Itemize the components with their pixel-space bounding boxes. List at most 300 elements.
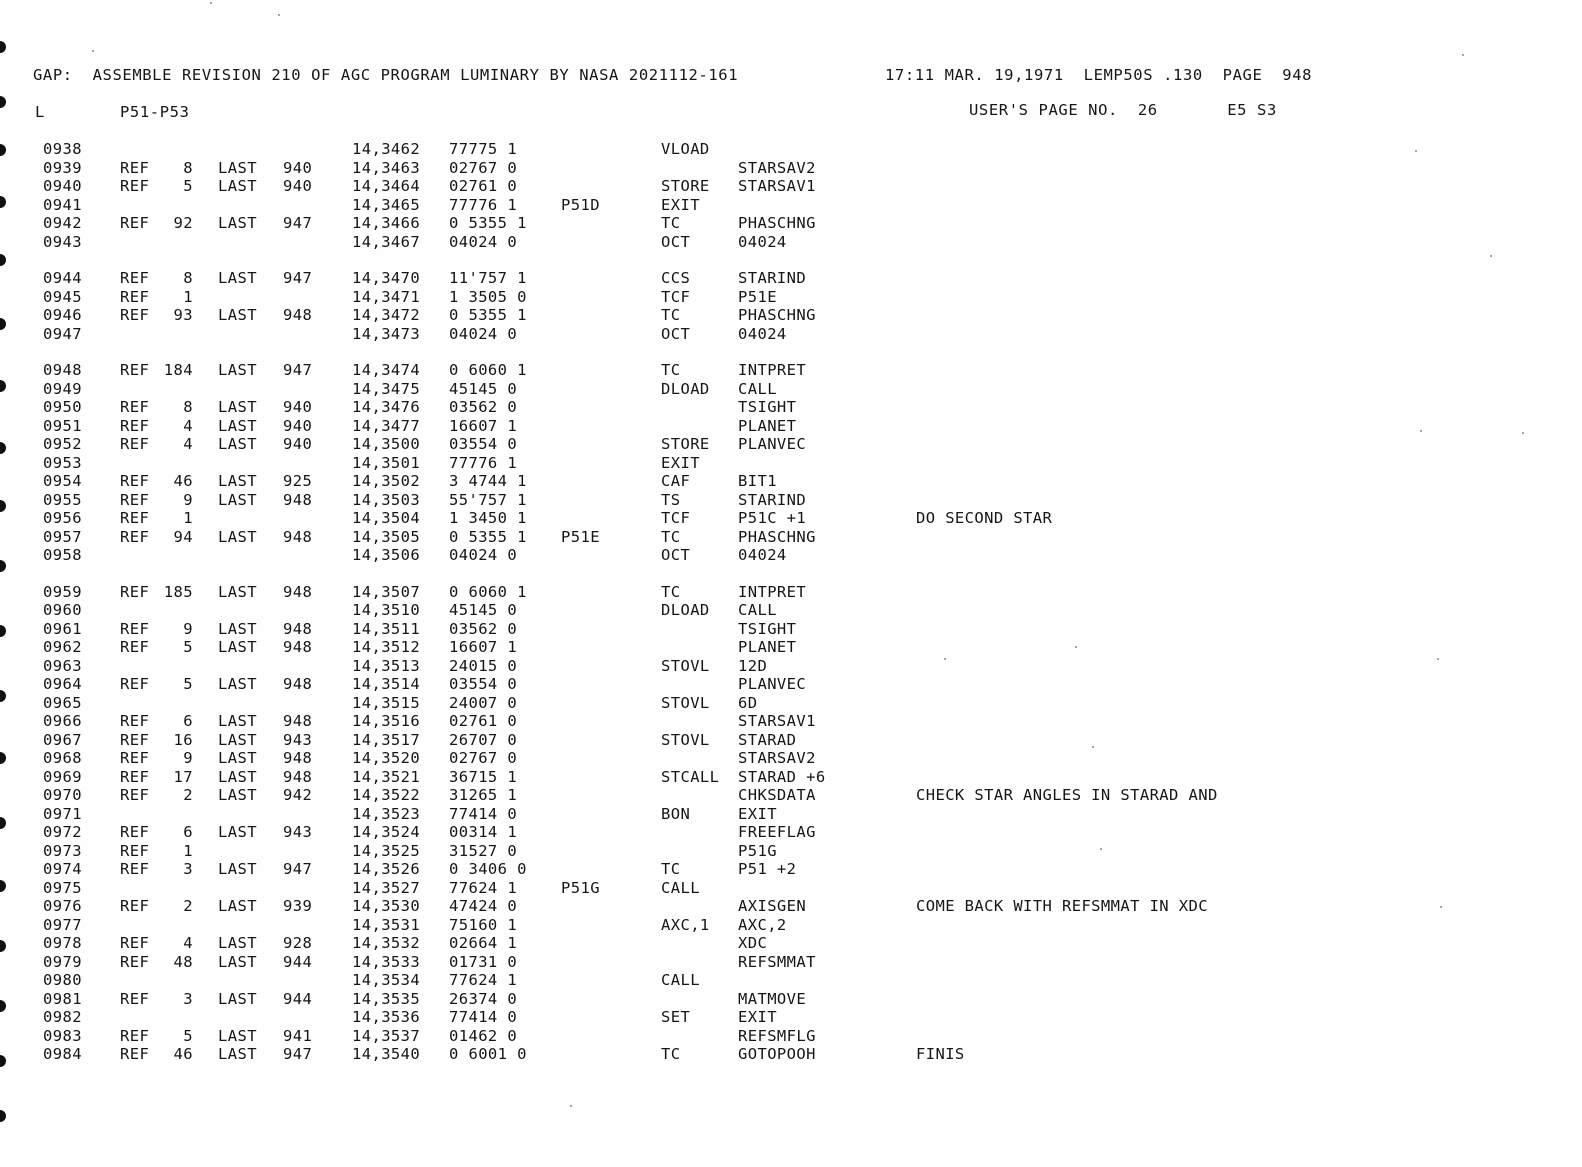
line-number: 0945: [43, 287, 82, 306]
last-keyword: LAST: [218, 435, 257, 453]
octal-code: 16607 1: [449, 638, 518, 656]
ref-count: 17: [173, 767, 193, 786]
octal-code: 04024 0: [449, 546, 518, 564]
listing-row: [0, 196, 1582, 214]
listing-row: [0, 140, 1582, 158]
listing-flag: L: [35, 103, 45, 121]
ref-keyword: REF: [120, 823, 150, 841]
listing-row: [0, 398, 1582, 416]
opcode: EXIT: [661, 453, 700, 472]
line-number: 0959: [43, 582, 82, 601]
last-keyword: LAST: [218, 619, 257, 638]
memory-address: 14,3513: [352, 656, 421, 675]
memory-address: 14,3512: [352, 638, 421, 656]
source-label: P51D: [561, 195, 600, 214]
operand: CALL: [738, 379, 777, 398]
listing-row: [0, 325, 1582, 343]
operand: AXISGEN: [738, 897, 807, 915]
ref-keyword: REF: [120, 361, 150, 379]
comment: COME BACK WITH REFSMMAT IN XDC: [916, 897, 1208, 915]
last-keyword: LAST: [218, 989, 257, 1008]
listing-row: [0, 417, 1582, 435]
memory-address: 14,3466: [352, 214, 421, 232]
operand: P51C +1: [738, 509, 807, 527]
ref-keyword: REF: [120, 509, 150, 527]
octal-code: 03554 0: [449, 675, 518, 693]
opcode: CAF: [661, 472, 691, 490]
line-number: 0948: [43, 361, 82, 379]
octal-code: 75160 1: [449, 915, 518, 934]
listing-row: [0, 786, 1582, 804]
ref-count: 185: [163, 582, 193, 601]
listing-row: [0, 694, 1582, 712]
last-keyword: LAST: [218, 749, 257, 767]
memory-address: 14,3511: [352, 619, 421, 638]
octal-code: 03562 0: [449, 398, 518, 416]
operand: FREEFLAG: [738, 823, 816, 841]
memory-address: 14,3514: [352, 675, 421, 693]
last-keyword: LAST: [218, 361, 257, 379]
memory-address: 14,3470: [352, 269, 421, 287]
last-keyword: LAST: [218, 675, 257, 693]
listing-row: [0, 657, 1582, 675]
ref-count: 9: [183, 749, 193, 767]
memory-address: 14,3500: [352, 435, 421, 453]
feed-hole: [0, 41, 6, 53]
last-keyword: LAST: [218, 1026, 257, 1045]
last-page: 948: [283, 582, 313, 601]
octal-code: 02767 0: [449, 749, 518, 767]
listing-row: [0, 1027, 1582, 1045]
opcode: STORE: [661, 177, 710, 195]
operand: P51E: [738, 287, 777, 306]
operand: INTPRET: [738, 582, 807, 601]
line-number: 0974: [43, 860, 82, 878]
line-number: 0958: [43, 546, 82, 564]
print-date-page: 17:11 MAR. 19,1971 LEMP50S .130 PAGE 948: [885, 66, 1313, 84]
last-keyword: LAST: [218, 1045, 257, 1063]
listing-row: [0, 472, 1582, 490]
memory-address: 14,3465: [352, 195, 421, 214]
ref-count: 1: [183, 509, 193, 527]
last-page: 941: [283, 1026, 313, 1045]
last-keyword: LAST: [218, 897, 257, 915]
octal-code: 0 6001 0: [449, 1045, 527, 1063]
listing-row: [0, 749, 1582, 767]
section-name: P51-P53: [120, 103, 190, 121]
line-number: 0968: [43, 749, 82, 767]
listing-row: [0, 454, 1582, 472]
ref-count: 46: [173, 472, 193, 490]
listing-row: [0, 934, 1582, 952]
listing-row: [0, 842, 1582, 860]
scan-speck: [210, 2, 212, 4]
line-number: 0946: [43, 306, 82, 324]
memory-address: 14,3516: [352, 712, 421, 730]
comment: DO SECOND STAR: [916, 509, 1053, 527]
last-keyword: LAST: [218, 934, 257, 952]
ref-count: 8: [183, 158, 193, 177]
line-number: 0969: [43, 767, 82, 786]
ref-count: 5: [183, 675, 193, 693]
listing-row: [0, 233, 1582, 251]
ref-keyword: REF: [120, 472, 150, 490]
last-page: 948: [283, 638, 313, 656]
ref-count: 5: [183, 638, 193, 656]
listing-row: [0, 288, 1582, 306]
memory-address: 14,3517: [352, 730, 421, 749]
memory-address: 14,3527: [352, 878, 421, 897]
listing-row: [0, 805, 1582, 823]
line-number: 0983: [43, 1026, 82, 1045]
line-number: 0951: [43, 416, 82, 435]
ref-keyword: REF: [120, 712, 150, 730]
user-page-number: USER'S PAGE NO. 26 E5 S3: [969, 101, 1277, 119]
line-number: 0960: [43, 601, 82, 619]
listing-row: [0, 177, 1582, 195]
opcode: STOVL: [661, 730, 710, 749]
ref-count: 3: [183, 860, 193, 878]
octal-code: 04024 0: [449, 324, 518, 343]
ref-count: 92: [173, 214, 193, 232]
octal-code: 11'757 1: [449, 269, 527, 287]
source-label: P51E: [561, 527, 600, 546]
last-keyword: LAST: [218, 177, 257, 195]
octal-code: 77624 1: [449, 878, 518, 897]
octal-code: 0 6060 1: [449, 582, 527, 601]
opcode: STCALL: [661, 767, 720, 786]
operand: PLANET: [738, 638, 797, 656]
opcode: OCT: [661, 546, 691, 564]
memory-address: 14,3536: [352, 1008, 421, 1026]
last-keyword: LAST: [218, 823, 257, 841]
line-number: 0978: [43, 934, 82, 952]
operand: REFSMFLG: [738, 1026, 816, 1045]
memory-address: 14,3532: [352, 934, 421, 952]
opcode: STORE: [661, 435, 710, 453]
ref-count: 93: [173, 306, 193, 324]
last-page: 944: [283, 952, 313, 971]
octal-code: 1 3505 0: [449, 287, 527, 306]
opcode: TC: [661, 214, 681, 232]
opcode: TCF: [661, 287, 691, 306]
memory-address: 14,3533: [352, 952, 421, 971]
line-number: 0947: [43, 324, 82, 343]
ref-keyword: REF: [120, 435, 150, 453]
operand: 12D: [738, 656, 768, 675]
opcode: SET: [661, 1008, 691, 1026]
octal-code: 45145 0: [449, 601, 518, 619]
last-page: 940: [283, 416, 313, 435]
memory-address: 14,3510: [352, 601, 421, 619]
last-keyword: LAST: [218, 952, 257, 971]
ref-count: 16: [173, 730, 193, 749]
octal-code: 01731 0: [449, 952, 518, 971]
memory-address: 14,3526: [352, 860, 421, 878]
line-number: 0979: [43, 952, 82, 971]
octal-code: 00314 1: [449, 823, 518, 841]
octal-code: 02767 0: [449, 158, 518, 177]
listing-row: [0, 269, 1582, 287]
line-number: 0939: [43, 158, 82, 177]
ref-count: 6: [183, 712, 193, 730]
octal-code: 0 6060 1: [449, 361, 527, 379]
last-page: 948: [283, 619, 313, 638]
memory-address: 14,3505: [352, 527, 421, 546]
opcode: EXIT: [661, 195, 700, 214]
octal-code: 04024 0: [449, 232, 518, 251]
last-page: 947: [283, 269, 313, 287]
last-page: 948: [283, 675, 313, 693]
last-keyword: LAST: [218, 472, 257, 490]
operand: BIT1: [738, 472, 777, 490]
scan-speck: [1462, 54, 1464, 56]
last-page: 947: [283, 1045, 313, 1063]
listing-row: [0, 916, 1582, 934]
line-number: 0954: [43, 472, 82, 490]
last-page: 947: [283, 361, 313, 379]
octal-code: 31527 0: [449, 841, 518, 860]
memory-address: 14,3501: [352, 453, 421, 472]
ref-count: 184: [163, 361, 193, 379]
line-number: 0956: [43, 509, 82, 527]
octal-code: 02664 1: [449, 934, 518, 952]
line-number: 0943: [43, 232, 82, 251]
ref-count: 8: [183, 398, 193, 416]
listing-row: [0, 860, 1582, 878]
operand: PLANVEC: [738, 675, 807, 693]
operand: STARSAV1: [738, 177, 816, 195]
operand: P51G: [738, 841, 777, 860]
ref-keyword: REF: [120, 786, 150, 804]
operand: REFSMMAT: [738, 952, 816, 971]
last-keyword: LAST: [218, 582, 257, 601]
ref-keyword: REF: [120, 934, 150, 952]
operand: P51 +2: [738, 860, 797, 878]
opcode: BON: [661, 804, 691, 823]
ref-keyword: REF: [120, 860, 150, 878]
octal-code: 26707 0: [449, 730, 518, 749]
last-keyword: LAST: [218, 767, 257, 786]
operand: STARAD +6: [738, 767, 826, 786]
ref-count: 5: [183, 177, 193, 195]
memory-address: 14,3523: [352, 804, 421, 823]
ref-keyword: REF: [120, 638, 150, 656]
ref-count: 8: [183, 269, 193, 287]
operand: 04024: [738, 232, 787, 251]
operand: CALL: [738, 601, 777, 619]
octal-code: 0 5355 1: [449, 306, 527, 324]
last-page: 948: [283, 306, 313, 324]
ref-keyword: REF: [120, 730, 150, 749]
listing-row: [0, 990, 1582, 1008]
operand: STARAD: [738, 730, 797, 749]
opcode: AXC,1: [661, 915, 710, 934]
memory-address: 14,3507: [352, 582, 421, 601]
memory-address: 14,3464: [352, 177, 421, 195]
octal-code: 77776 1: [449, 453, 518, 472]
line-number: 0950: [43, 398, 82, 416]
operand: PHASCHNG: [738, 214, 816, 232]
memory-address: 14,3521: [352, 767, 421, 786]
memory-address: 14,3475: [352, 379, 421, 398]
last-page: 940: [283, 177, 313, 195]
line-number: 0970: [43, 786, 82, 804]
octal-code: 36715 1: [449, 767, 518, 786]
ref-keyword: REF: [120, 582, 150, 601]
octal-code: 03562 0: [449, 619, 518, 638]
octal-code: 24007 0: [449, 693, 518, 712]
ref-keyword: REF: [120, 675, 150, 693]
ref-count: 4: [183, 934, 193, 952]
octal-code: 77775 1: [449, 140, 518, 158]
ref-keyword: REF: [120, 398, 150, 416]
opcode: TC: [661, 306, 681, 324]
last-keyword: LAST: [218, 490, 257, 509]
octal-code: 26374 0: [449, 989, 518, 1008]
listing-row: [0, 675, 1582, 693]
octal-code: 55'757 1: [449, 490, 527, 509]
listing-row: [0, 620, 1582, 638]
last-page: 925: [283, 472, 313, 490]
line-number: 0952: [43, 435, 82, 453]
listing-row: [0, 953, 1582, 971]
opcode: TC: [661, 582, 681, 601]
ref-keyword: REF: [120, 897, 150, 915]
listing-row: [0, 435, 1582, 453]
opcode: DLOAD: [661, 601, 710, 619]
ref-keyword: REF: [120, 952, 150, 971]
operand: 6D: [738, 693, 758, 712]
ref-count: 46: [173, 1045, 193, 1063]
operand: STARSAV2: [738, 749, 816, 767]
memory-address: 14,3472: [352, 306, 421, 324]
scan-speck: [278, 14, 280, 16]
listing-row: [0, 823, 1582, 841]
source-label: P51G: [561, 878, 600, 897]
memory-address: 14,3515: [352, 693, 421, 712]
memory-address: 14,3462: [352, 140, 421, 158]
operand: STARSAV2: [738, 158, 816, 177]
opcode: DLOAD: [661, 379, 710, 398]
ref-count: 3: [183, 989, 193, 1008]
last-page: 942: [283, 786, 313, 804]
last-keyword: LAST: [218, 786, 257, 804]
operand: INTPRET: [738, 361, 807, 379]
ref-keyword: REF: [120, 989, 150, 1008]
scan-speck: [570, 1105, 572, 1107]
memory-address: 14,3531: [352, 915, 421, 934]
listing-row: [0, 546, 1582, 564]
opcode: STOVL: [661, 693, 710, 712]
memory-address: 14,3467: [352, 232, 421, 251]
ref-count: 2: [183, 786, 193, 804]
feed-hole: [0, 1110, 6, 1122]
operand: MATMOVE: [738, 989, 807, 1008]
ref-keyword: REF: [120, 749, 150, 767]
ref-keyword: REF: [120, 490, 150, 509]
octal-code: 0 3406 0: [449, 860, 527, 878]
opcode: CCS: [661, 269, 691, 287]
line-number: 0984: [43, 1045, 82, 1063]
last-page: 940: [283, 158, 313, 177]
listing-row: [0, 528, 1582, 546]
line-number: 0942: [43, 214, 82, 232]
listing-row: [0, 361, 1582, 379]
line-number: 0967: [43, 730, 82, 749]
last-keyword: LAST: [218, 527, 257, 546]
listing-row: [0, 768, 1582, 786]
memory-address: 14,3463: [352, 158, 421, 177]
opcode: TS: [661, 490, 681, 509]
operand: PHASCHNG: [738, 306, 816, 324]
last-keyword: LAST: [218, 416, 257, 435]
memory-address: 14,3530: [352, 897, 421, 915]
listing-row: [0, 1008, 1582, 1026]
scan-speck: [92, 50, 94, 52]
line-number: 0938: [43, 140, 82, 158]
operand: 04024: [738, 324, 787, 343]
ref-count: 4: [183, 416, 193, 435]
last-page: 948: [283, 712, 313, 730]
listing-row: [0, 214, 1582, 232]
memory-address: 14,3534: [352, 971, 421, 989]
listing-row: [0, 601, 1582, 619]
operand: XDC: [738, 934, 768, 952]
last-keyword: LAST: [218, 306, 257, 324]
last-keyword: LAST: [218, 638, 257, 656]
ref-keyword: REF: [120, 306, 150, 324]
listing-row: [0, 159, 1582, 177]
memory-address: 14,3471: [352, 287, 421, 306]
opcode: TC: [661, 1045, 681, 1063]
octal-code: 77414 0: [449, 1008, 518, 1026]
memory-address: 14,3473: [352, 324, 421, 343]
operand: TSIGHT: [738, 398, 797, 416]
last-page: 948: [283, 527, 313, 546]
line-number: 0966: [43, 712, 82, 730]
opcode: TC: [661, 361, 681, 379]
operand: PLANVEC: [738, 435, 807, 453]
ref-keyword: REF: [120, 841, 150, 860]
octal-code: 77776 1: [449, 195, 518, 214]
last-keyword: LAST: [218, 398, 257, 416]
memory-address: 14,3535: [352, 989, 421, 1008]
line-number: 0981: [43, 989, 82, 1008]
line-number: 0980: [43, 971, 82, 989]
ref-count: 6: [183, 823, 193, 841]
last-page: 947: [283, 860, 313, 878]
line-number: 0955: [43, 490, 82, 509]
operand: CHKSDATA: [738, 786, 816, 804]
listing-row: [0, 380, 1582, 398]
octal-code: 01462 0: [449, 1026, 518, 1045]
memory-address: 14,3524: [352, 823, 421, 841]
ref-keyword: REF: [120, 767, 150, 786]
octal-code: 02761 0: [449, 712, 518, 730]
last-page: 928: [283, 934, 313, 952]
last-page: 943: [283, 823, 313, 841]
line-number: 0953: [43, 453, 82, 472]
listing-row: [0, 638, 1582, 656]
line-number: 0961: [43, 619, 82, 638]
operand: TSIGHT: [738, 619, 797, 638]
line-number: 0949: [43, 379, 82, 398]
ref-count: 1: [183, 287, 193, 306]
last-keyword: LAST: [218, 860, 257, 878]
listing-row: [0, 897, 1582, 915]
listing-row: [0, 509, 1582, 527]
